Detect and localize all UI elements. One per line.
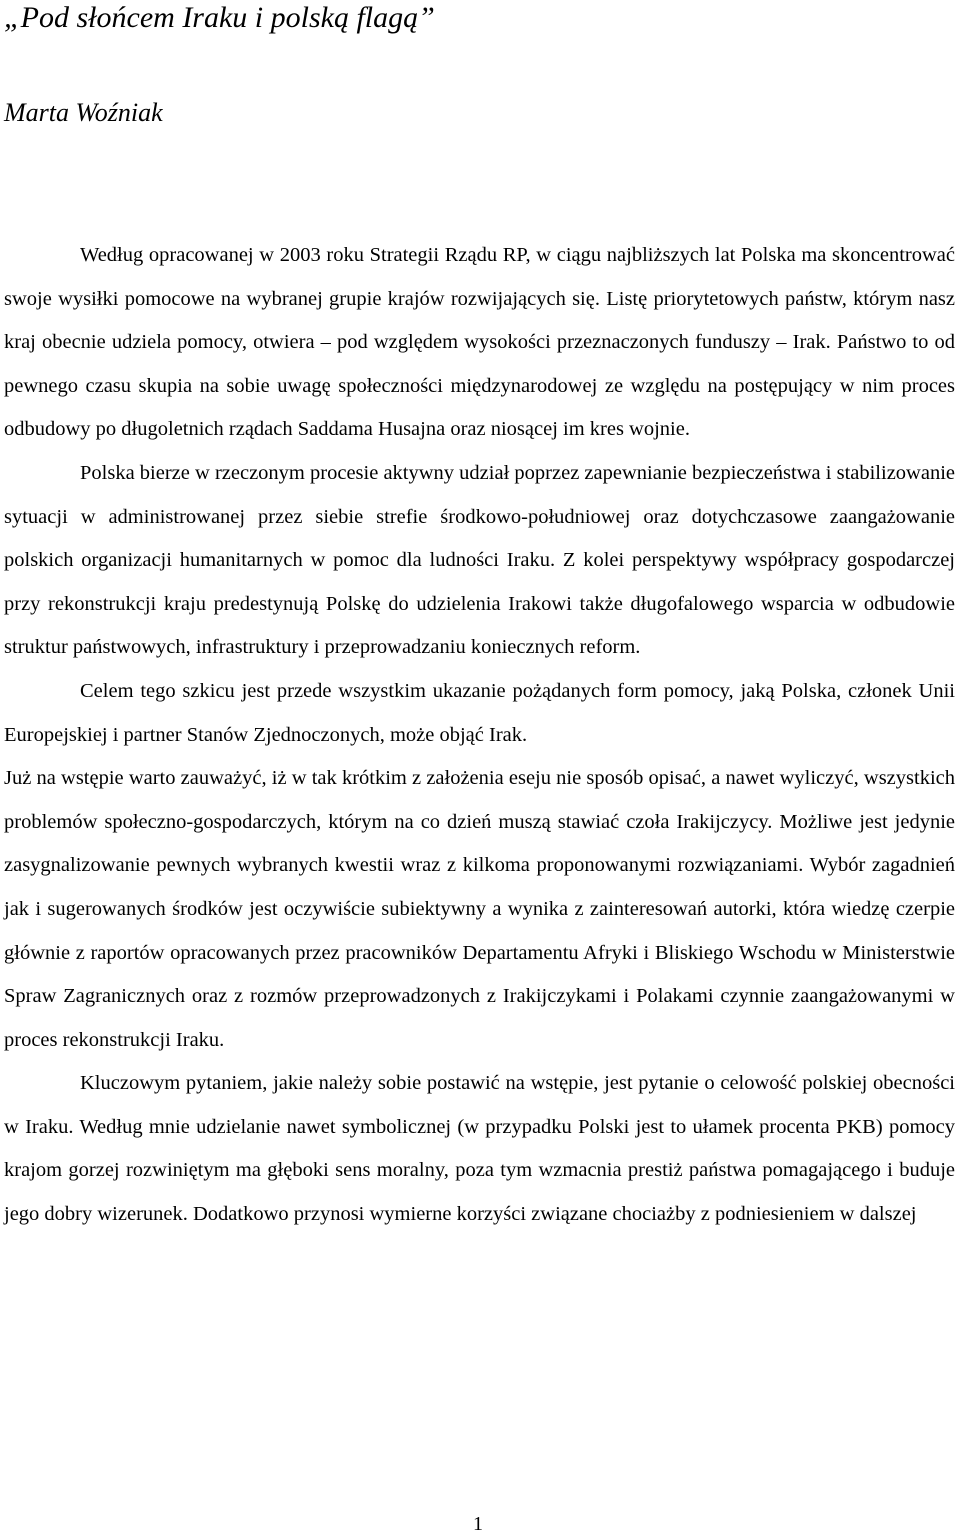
page-number: 1 bbox=[473, 1513, 483, 1535]
paragraph-3: Celem tego szkicu jest przede wszystkim ukazanie pożądanych form pomocy, jaką Polska, członek Unii Europejskiej i partner Stanów Zjednoczonych, może objąć Irak. bbox=[4, 679, 955, 746]
paragraph-5: Kluczowym pytaniem, jakie należy sobie postawić na wstępie, jest pytanie o celowość polskiej obecności w Iraku. Według mnie udzielanie nawet symbolicznej (w przypadku Polski jest to ułamek procenta PKB) pomocy krajom gorzej rozwiniętym ma głęboki sens moralny, poza tym wzmacnia prestiż państwa pomagającego i buduje jego dobry wizerunek. Dodatkowo przynosi wymierne korzyści związane chociażby z podniesieniem w dalszej bbox=[4, 1072, 955, 1226]
document-body bbox=[4, 234, 955, 1237]
document-title: „Pod słońcem Iraku i polską flagą” bbox=[4, 1, 435, 34]
author-name: Marta Woźniak bbox=[4, 98, 163, 127]
paragraph-1: Według opracowanej w 2003 roku Strategii Rządu RP, w ciągu najbliższych lat Polska ma skoncentrować swoje wysiłki pomocowe na wybranej grupie krajów rozwijających się. Listę priorytetowych państw, którym nasz kraj obecnie udziela pomocy, otwiera – pod względem wysokości przeznaczonych funduszy – Irak. Państwo to od pewnego czasu skupia na sobie uwagę społeczności międzynarodowej ze względu na postępujący w nim proces odbudowy po długoletnich rządach Saddama Husajna oraz niosącej im kres wojnie. bbox=[4, 244, 955, 441]
paragraph-2: Polska bierze w rzeczonym procesie aktywny udział poprzez zapewnianie bezpieczeństwa i stabilizowanie sytuacji w administrowanej przez siebie strefie środkowo-południowej oraz dotychczasowe zaangażowanie polskich organizacji humanitarnych w pomoc dla ludności Iraku. Z kolei perspektywy współpracy gospodarczej przy rekonstrukcji kraju predestynują Polskę do udzielenia Irakowi także długofalowego wsparcia w odbudowie struktur państwowych, infrastruktury i przeprowadzaniu koniecznych reform. bbox=[4, 461, 955, 659]
paragraph-4: Już na wstępie warto zauważyć, iż w tak krótkim z założenia eseju nie sposób opisać, a nawet wyliczyć, wszystkich problemów społeczno-gospodarczych, którym na co dzień muszą stawiać czoła Irakijczycy. Możliwe jest jedynie zasygnalizowanie pewnych wybranych kwestii wraz z kilkoma proponowanymi rozwiązaniami. Wybór zagadnień jak i sugerowanych środków jest oczywiście subiektywny a wynika z zainteresowań autorki, która wiedzę czerpie głównie z raportów opracowanych przez pracowników Departamentu Afryki i Bliskiego Wschodu w Ministerstwie Spraw Zagranicznych oraz z rozmów przeprowadzonych z Irakijczykami i Polakami czynnie zaangażowanymi w proces rekonstrukcji Iraku. bbox=[4, 767, 955, 1051]
